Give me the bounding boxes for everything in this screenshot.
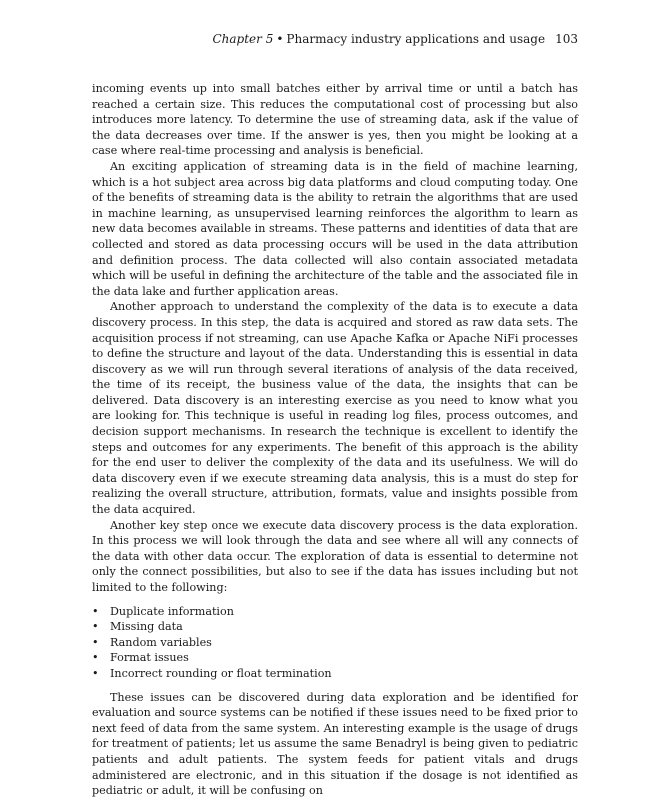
- bullet-icon: •: [92, 604, 99, 618]
- bullet-icon: •: [92, 635, 99, 649]
- chapter-label: Chapter 5: [212, 32, 274, 46]
- bullet-icon: •: [92, 620, 99, 634]
- paragraph-5: These issues can be discovered during data exploration and be identified for evaluation and source systems can be notified if these issues need to be fixed prior to next feed of data from the same system. An interesting example is the usage of drugs for treatment of patients; let us assume the same Benadryl is being given to pediatric patients and adult patients. The system feeds for patient vitals and drugs administered are electronic, and in this situation if the dosage is not identified as pediatric or adult, it will be confusing on: [92, 690, 578, 798]
- list-item: • Duplicate information: [92, 604, 234, 618]
- bullet-icon: •: [92, 666, 99, 680]
- body-text: [92, 81, 578, 799]
- list-item: • Incorrect rounding or float termination: [92, 666, 332, 680]
- paragraph-3: Another approach to understand the complexity of the data is to execute a data discovery process. In this step, the data is acquired and stored as raw data sets. The acquisition process if not streaming, can use Apache Kafka or Apache NiFi processes to define the structure and layout of the data. Understanding this is essential in data discovery as we will run through several iterations of analysis of the data received, the time of its receipt, the business value of the data, the insights that can be delivered. Data discovery is an interesting exercise as you need to know what you are looking for. This technique is useful in reading log files, process outcomes, and decision support mechanisms. In research the technique is excellent to identify the steps and outcomes for any experiments. The benefit of this approach is the ability for the end user to deliver the complexity of the data and its usefulness. We will do data discovery even if we execute streaming data analysis, this is a must do step for realizing the overall structure, attribution, formats, value and insights possible from the data acquired.: [92, 300, 578, 517]
- header-separator: •: [276, 32, 284, 46]
- page-number: 103: [555, 32, 578, 46]
- running-header: [212, 32, 578, 46]
- issues-list: [92, 604, 578, 682]
- book-page: [92, 0, 578, 800]
- list-item: • Random variables: [92, 635, 212, 649]
- list-item: • Missing data: [92, 620, 183, 634]
- paragraph-1: incoming events up into small batches either by arrival time or until a batch has reached a certain size. This reduces the computational cost of processing but also introduces more latency. To determine the use of streaming data, ask if the value of the data decreases over time. If the answer is yes, then you might be looking at a case where real-time processing and analysis is beneficial.: [92, 82, 578, 158]
- bullet-icon: •: [92, 651, 99, 665]
- paragraph-2: An exciting application of streaming data is in the field of machine learning, which is a hot subject area across big data platforms and cloud computing today. One of the benefits of streaming data is the ability to retrain the algorithms that are used in machine learning, as unsupervised learning reinforces the algorithm to learn as new data becomes available in streams. These patterns and identities of data that are collected and stored as data processing occurs will be used in the data attribution and definition process. The data collected will also contain associated metadata which will be useful in defining the architecture of the table and the associated file in the data lake and further application areas.: [92, 159, 578, 298]
- list-item: • Format issues: [92, 651, 189, 665]
- chapter-title: Pharmacy industry applications and usage: [286, 32, 546, 46]
- paragraph-4: Another key step once we execute data discovery process is the data exploration. In this process we will look through the data and see where all will any connects of the data with other data occur. The exploration of data is essential to determine not only the connect possibilities, but also to see if the data has issues including but not limited to the following:: [92, 518, 578, 594]
